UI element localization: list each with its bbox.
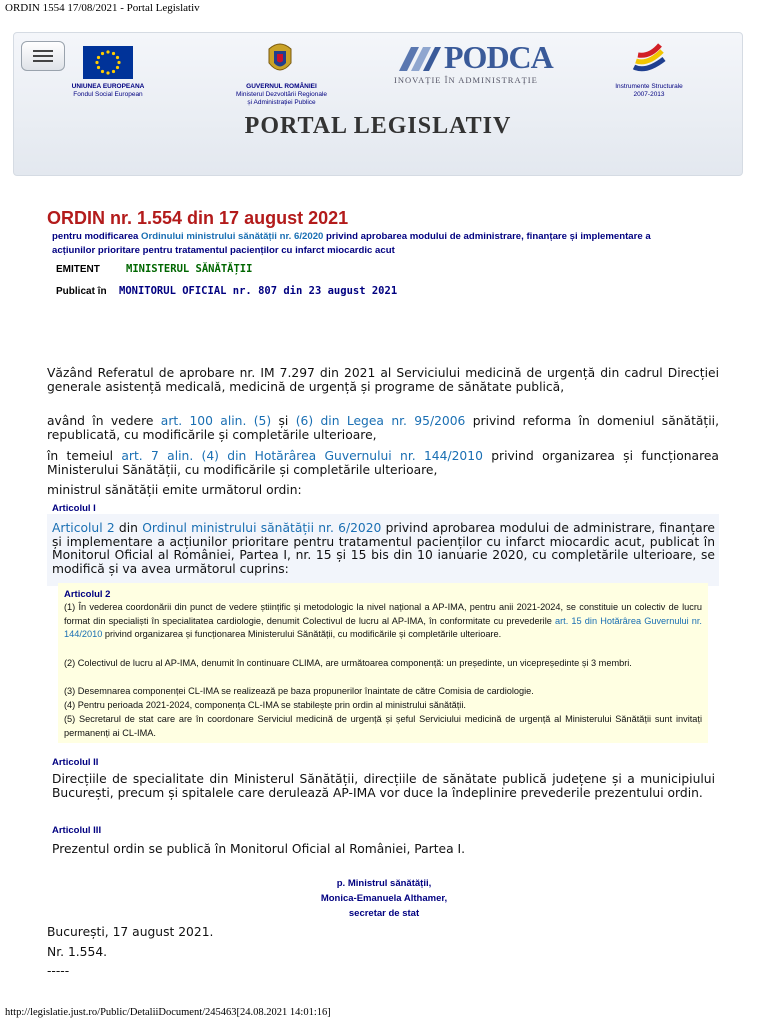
podca-tagline: INOVAȚIE ÎN ADMINISTRAȚIE [394,75,538,85]
page-footer-url: http://legislatie.just.ro/Public/DetaliiDocument/245463[24.08.2021 14:01:16] [5,1007,331,1018]
instr-caption-line: Instrumente Structurale [615,83,683,90]
quoted-paragraph-2: (2) Colectivul de lucru al AP-IMA, denumit în continuare CLIMA, are următoarea componență: un președinte, un vicepreședinte și 3 membri. [64,658,632,668]
preamble-paragraph [47,450,719,477]
preamble-paragraph [47,415,719,442]
quoted-article-heading: Articolul 2 [64,589,111,600]
publicat-value: MONITORUL OFICIAL nr. 807 din 23 august 2021 [119,285,398,297]
portal-banner [13,32,743,176]
end-separator: ----- [47,964,70,978]
menu-icon-bar [33,55,53,57]
article-3-heading: Articolul III [52,825,102,836]
preamble-text: privind organizarea și funcționarea Ministerului Sănătății, cu modificările și completările ulterioare, [47,449,719,477]
signature-line: p. Ministrul sănătății, [336,878,432,889]
menu-icon-bar [33,50,53,52]
quoted-paragraph-1 [64,601,702,642]
preamble-paragraph: ministrul sănătății emite următorul ordin: [47,483,302,497]
eu-caption [58,83,158,99]
quote-text: (1) În vederea coordonării din punct de vedere științific și metodologic la nivel național a AP-IMA, pentru anii 2021-2024, se constituie un colectiv de lucru format din specialiști în specialitatea cardiologie, denumit Colectivul de lucru al AP-IMA, în conformitate cu prevederile [64,602,702,626]
publicat-label: Publicat în [56,286,107,297]
art-100-link[interactable]: art. 100 alin. (5) [160,414,272,428]
podca-logo-text: PODCA [444,39,553,75]
signature-name: Monica-Emanuela Althamer, [320,893,448,904]
subtitle-text: privind aprobarea modului de administrare, finanțare și implementare a acțiunilor prioritare pentru tratamentul pacienților cu infarct miocardic acut [52,231,651,256]
article-1-heading: Articolul I [52,503,96,514]
quoted-paragraph-4: (4) Pentru perioada 2021-2024, componența CL-IMA se stabilește prin ordin al ministrului sănătății. [64,700,466,710]
instr-caption-line: 2007-2013 [633,91,665,98]
quote-text: privind organizarea și funcționarea Ministerului Sănătății, cu modificările și completările ulterioare. [102,629,502,640]
emitent-label: EMITENT [56,264,100,275]
place-date: București, 17 august 2021. [47,925,214,939]
eu-caption-line: UNIUNEA EUROPEANA [71,83,145,90]
ordin-6-2020-link[interactable]: Ordinul ministrului sănătății nr. 6/2020 [142,521,382,535]
document-title: ORDIN nr. 1.554 din 17 august 2021 [47,208,349,228]
article-text: privind aprobarea modului de administrare, finanțare și implementare a acțiunilor prioritare pentru tratamentul pacienților cu infarct miocardic acut, publicat în Monitorul Oficial al României, Partea I, nr. 15 și 15 bis din 10 ianuarie 2020, cu completările ulterioare, se modifică și va avea următorul cuprins: [52,521,715,576]
art-15-hg-144-link[interactable]: art. 15 din Hotărârea Guvernului nr. 144/2010 [64,615,702,640]
portal-title: PORTAL LEGISLATIV [244,113,512,139]
gov-caption-line: GUVERNUL ROMÂNIEI [246,83,317,90]
preamble-text: privind reforma în domeniul sănătății, republicată, cu modificările și completările ulterioare, [47,414,719,442]
gov-caption-line: și Administrației Publice [247,99,316,106]
subtitle-text: pentru modificarea [52,231,142,242]
gov-caption [214,83,349,107]
gov-caption-line: Ministerul Dezvoltării Regionale [235,91,328,98]
preamble-text: având în vedere [47,414,161,428]
page-header: ORDIN 1554 17/08/2021 - Portal Legislativ [5,2,200,14]
preamble-text: și [271,414,296,428]
article-2-heading: Articolul II [52,757,99,768]
structural-instruments-logo-icon [626,37,672,83]
legea-95-2006-link[interactable]: (6) din Legea nr. 95/2006 [295,414,466,428]
eu-caption-line: Fondul Social European [73,91,143,98]
order-number: Nr. 1.554. [47,945,108,959]
quoted-paragraph-3: (3) Desemnarea componenței CL-IMA se realizează pe baza propunerilor înaintate de către Comisia de cardiologie. [64,686,534,696]
signature-title: secretar de stat [348,908,420,919]
articolul-2-link[interactable]: Articolul 2 [52,521,115,535]
coat-of-arms-icon [265,39,295,77]
article-text: din [114,521,143,535]
ordin-6-2020-link[interactable]: Ordinului ministrului sănătății nr. 6/2020 [141,231,324,242]
quoted-paragraph-5: (5) Secretarul de stat care are în coordonare Serviciul medicină de urgență și șeful Serviciului medicină de urgență al Ministerului Sănătății sunt invitați permanenți ai CL-IMA. [64,714,702,738]
menu-button[interactable] [21,41,65,71]
menu-icon-bar [33,60,53,62]
article-3-text: Prezentul ordin se publică în Monitorul Oficial al României, Partea I. [52,842,466,856]
article-2-text: Direcțiile de specialitate din Ministerul Sănătății, direcțiile de sănătate publică județene și a municipiului București, precum și spitalele care derulează AP-IMA vor duce la îndeplinire prevederile prezentului ordin. [52,772,715,800]
eu-flag-icon [83,46,133,79]
article-1-text [52,522,715,576]
hg-144-2010-link[interactable]: art. 7 alin. (4) din Hotărârea Guvernului nr. 144/2010 [121,449,483,463]
document-subtitle [52,230,672,258]
preamble-text: în temeiul [47,449,122,463]
emitent-value: MINISTERUL SĂNĂTĂȚII [126,263,253,275]
instr-caption [599,83,699,99]
preamble-paragraph: Văzând Referatul de aprobare nr. IM 7.297 din 2021 al Serviciului medicină de urgență din cadrul Direcției generale asistență medicală, medicină de urgență și programe de sănătate publică, [47,366,719,394]
podca-logo-icon [397,41,443,75]
